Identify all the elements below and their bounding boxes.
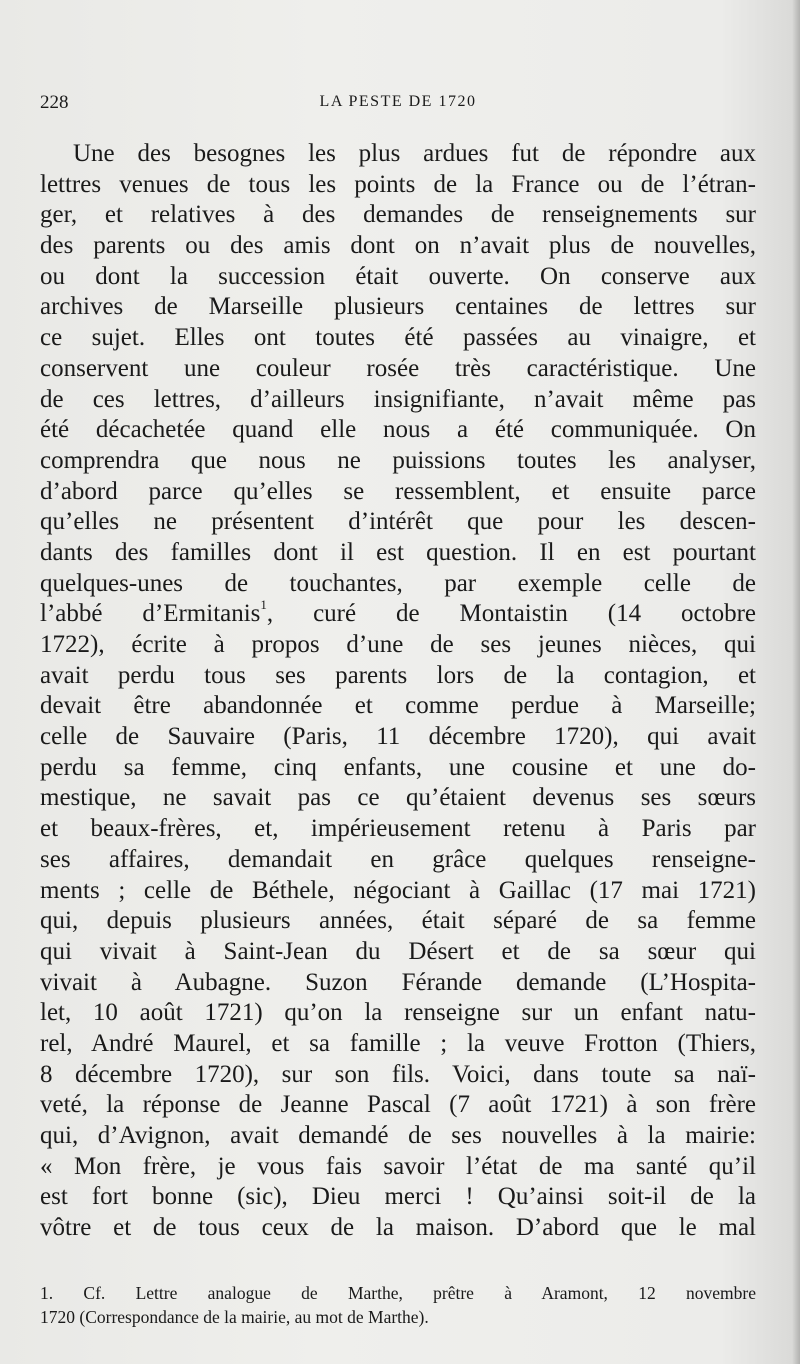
text-line: mestique, ne savait pas ce qu’étaient devenus ses sœurs (40, 784, 756, 812)
text-line: conservent une couleur rosée très caractéristique. Une (40, 354, 756, 382)
text-line: ses affaires, demandait en grâce quelques renseigne- (40, 845, 756, 873)
text-line: ger, et relatives à des demandes de renseignements sur (40, 201, 756, 229)
page-edge-shadow (792, 0, 800, 1364)
running-title: LA PESTE DE 1720 (319, 93, 477, 110)
text-line: archives de Marseille plusieurs centaines de lettres sur (40, 293, 756, 321)
text-line: d’abord parce qu’elles se ressemblent, et ensuite parce (40, 477, 756, 505)
text-line: qui, d’Avignon, avait demandé de ses nouvelles à la mairie: (40, 1122, 756, 1149)
text-line: qu’elles ne présentent d’intérêt que pour les descen- (40, 508, 756, 536)
text-line: 1722), écrite à propos d’une de ses jeunes nièces, qui (40, 631, 756, 658)
text-line: celle de Sauvaire (Paris, 11 décembre 1720), qui avait (40, 723, 756, 751)
text-line: vivait à Aubagne. Suzon Férande demande (L’Hospita- (40, 968, 756, 996)
text-line: ments ; celle de Béthele, négociant à Gaillac (17 mai 1721) (40, 876, 756, 904)
text-line: vôtre et de tous ceux de la maison. D’abord que le mal (40, 1214, 756, 1242)
text-line: qui vivait à Saint-Jean du Désert et de sa sœur qui (40, 937, 756, 965)
text-line: des parents ou des amis dont on n’avait plus de nouvelles, (40, 232, 756, 260)
text-line: veté, la réponse de Jeanne Pascal (7 août 1721) à son frère (40, 1091, 756, 1119)
footnote-marker: 1 (260, 596, 267, 612)
text-line: ou dont la succession était ouverte. On conserve aux (40, 262, 756, 290)
text-line: devait être abandonnée et comme perdue à Marseille; (40, 692, 756, 720)
text-line-part: l’abbé d’Ermitanis (40, 600, 261, 628)
text-line: let, 10 août 1721) qu’on la renseigne sur un enfant natu- (40, 999, 756, 1027)
text-line: lettres venues de tous les points de la France ou de l’étran- (40, 170, 756, 198)
text-line: été décachetée quand elle nous a été communiquée. On (40, 416, 756, 444)
text-line: comprendra que nous ne puissions toutes les analyser, (40, 446, 756, 474)
body-text (40, 139, 756, 1244)
text-line: de ces lettres, d’ailleurs insignifiante, n’avait même pas (40, 385, 756, 413)
text-line: et beaux-frères, et, impérieusement retenu à Paris par (40, 815, 756, 843)
text-line-with-footnote (40, 596, 756, 630)
text-line: « Mon frère, je vous fais savoir l’état de ma santé qu’il (40, 1152, 756, 1180)
footnote-line: 1720 (Correspondance de la mairie, au mot de Marthe). (40, 1307, 429, 1327)
text-line: perdu sa femme, cinq enfants, une cousine et une do- (40, 753, 756, 781)
text-line: Une des besognes les plus ardues fut de répondre aux (73, 140, 756, 167)
text-line: quelques-unes de touchantes, par exemple celle de (40, 569, 756, 597)
footnote (40, 1281, 756, 1329)
text-line: avait perdu tous ses parents lors de la contagion, et (40, 661, 756, 689)
text-line: dants des familles dont il est question. Il en est pourtant (40, 538, 756, 566)
text-line: rel, André Maurel, et sa famille ; la veuve Frotton (Thiers, (40, 1029, 756, 1057)
footnote-line: 1. Cf. Lettre analogue de Marthe, prêtre à Aramont, 12 novembre (40, 1283, 756, 1303)
text-line: 8 décembre 1720), sur son fils. Voici, dans toute sa naï- (40, 1060, 756, 1088)
text-line: est fort bonne (sic), Dieu merci ! Qu’ainsi soit-il de la (40, 1183, 756, 1211)
page-header (40, 92, 756, 122)
text-line: qui, depuis plusieurs années, était séparé de sa femme (40, 907, 756, 935)
text-line: ce sujet. Elles ont toutes été passées au vinaigre, et (40, 324, 756, 352)
page-number: 228 (40, 92, 69, 113)
text-line-part: , curé de Montaistin (14 octobre (266, 600, 756, 628)
